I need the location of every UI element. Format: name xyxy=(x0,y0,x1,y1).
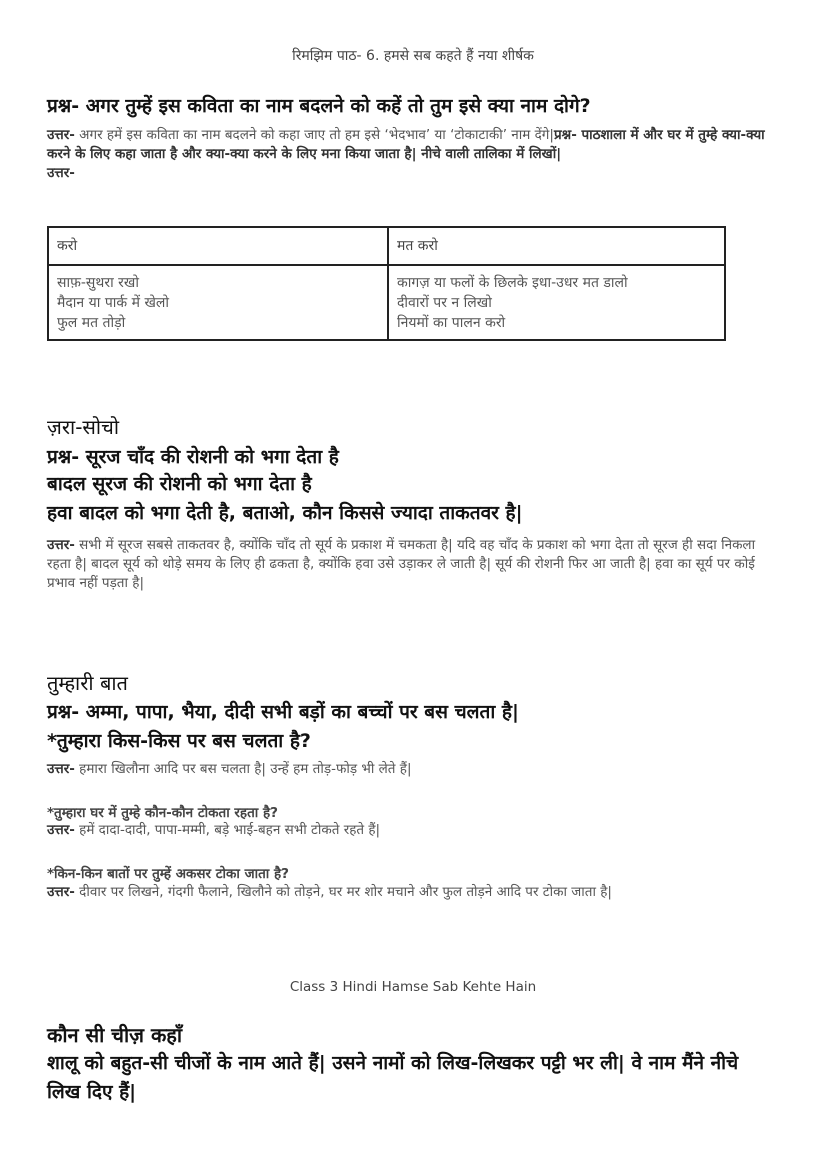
answer-strongest xyxy=(47,536,782,593)
answer-who-scolds xyxy=(47,821,782,840)
question-rename-poem: प्रश्न- अगर तुम्हें इस कविता का नाम बदलने को कहें तो तुम इसे क्या नाम दोगे? xyxy=(47,95,591,117)
page-header: रिमझिम पाठ- 6. हमसे सब कहते हैं नया शीर्षक xyxy=(292,48,534,64)
answer-label: उत्तर- xyxy=(47,127,75,143)
question-line: हवा बादल को भगा देती है, बताओ, कौन किससे ज्यादा ताकतवर है| xyxy=(47,502,523,524)
answer-text: दीवार पर लिखने, गंदगी फैलाने, खिलौने को तोड़ने, घर मर शोर मचाने और फुल तोड़ने आदि पर टोका जाता है| xyxy=(74,884,612,900)
section-title-tumhari-baat: तुम्हारी बात xyxy=(47,671,128,695)
list-item: मैदान या पार्क में खेलो xyxy=(57,295,170,311)
list-item: कागज़ या फलों के छिलके इधा-उधर मत डालो xyxy=(397,275,628,291)
paragraph-shalu: शालू को बहुत-सी चीजों के नाम आते हैं| उसने नामों को लिख-लिखकर पट्टी भर ली| वे नाम मैंने नीचे लिख दिए हैं| xyxy=(47,1052,739,1103)
table-header-do: करो xyxy=(48,227,388,265)
sub-question: *तुम्हारा घर में तुम्हे कौन-कौन टोकता रहता है? xyxy=(47,805,278,821)
do-dont-table xyxy=(47,226,726,341)
list-item: नियमों का पालन करो xyxy=(397,315,506,331)
question-line: *तुम्हारा किस-किस पर बस चलता है? xyxy=(47,730,311,752)
question-line: बादल सूरज की रोशनी को भगा देता है xyxy=(47,473,312,495)
answer-label: उत्तर- xyxy=(47,537,75,553)
table-cell-dont xyxy=(388,265,725,340)
answer-label: उत्तर- xyxy=(47,761,75,777)
answer-which-things xyxy=(47,883,782,902)
table-cell-do xyxy=(48,265,388,340)
list-item: दीवारों पर न लिखो xyxy=(397,295,492,311)
section-title-zara-socho: ज़रा-सोचो xyxy=(47,415,119,439)
answer-text: अगर हमें इस कविता का नाम बदलने को कहा जाए तो हम इसे ‘भेदभाव’ या ‘टोकाटाकी’ नाम देंगे| xyxy=(74,127,554,143)
list-item: साफ़-सुथरा रखो xyxy=(57,275,139,291)
answer-control xyxy=(47,760,782,779)
question-line: प्रश्न- अम्मा, पापा, भैया, दीदी सभी बड़ों का बच्चों पर बस चलता है| xyxy=(47,701,519,723)
list-item: फुल मत तोड़ो xyxy=(57,315,126,331)
section-title-kaun-si-cheez: कौन सी चीज़ कहाँ xyxy=(47,1023,183,1047)
answer-text: सभी में सूरज सबसे ताकतवर है, क्योंकि चाँद तो सूर्य के प्रकाश में चमकता है| यदि वह चाँद के प्रकाश को भगा देता तो सूरज ही सदा निकला रहता है| बादल सूर्य को थोड़े समय के लिए ही ढकता है, क्योंकि हवा उसे उड़ाकर ले जाती है| सूर्य की रोशनी फिर आ जाती है| हवा का सूर्य पर कोई प्रभाव नहीं पड़ता है| xyxy=(47,537,756,591)
answer-label: उत्तर- xyxy=(47,165,75,181)
answer-text: हमें दादा-दादी, पापा-मम्मी, बड़े भाई-बहन सभी टोकते रहते हैं| xyxy=(74,822,381,838)
sub-question: *किन-किन बातों पर तुम्हें अकसर टोका जाता है? xyxy=(47,866,290,882)
answer-label: उत्तर- xyxy=(47,822,75,838)
answer-text: हमारा खिलौना आदि पर बस चलता है| उन्हें हम तोड़-फोड़ भी लेते हैं| xyxy=(74,761,412,777)
answer-label: उत्तर- xyxy=(47,884,75,900)
question-line: प्रश्न- सूरज चाँद की रोशनी को भगा देता है xyxy=(47,446,339,468)
table-header-dont: मत करो xyxy=(388,227,725,265)
answer-rename-poem xyxy=(47,126,765,183)
page-footer: Class 3 Hindi Hamse Sab Kehte Hain xyxy=(289,979,537,995)
question-school-home: प्रश्न- पाठशाला में और घर में तुम्हे क्या-क्या करने के लिए कहा जाता है और क्या-क्या करने के लिए मना किया जाता है| नीचे वाली तालिका में लिखों| xyxy=(47,127,765,162)
